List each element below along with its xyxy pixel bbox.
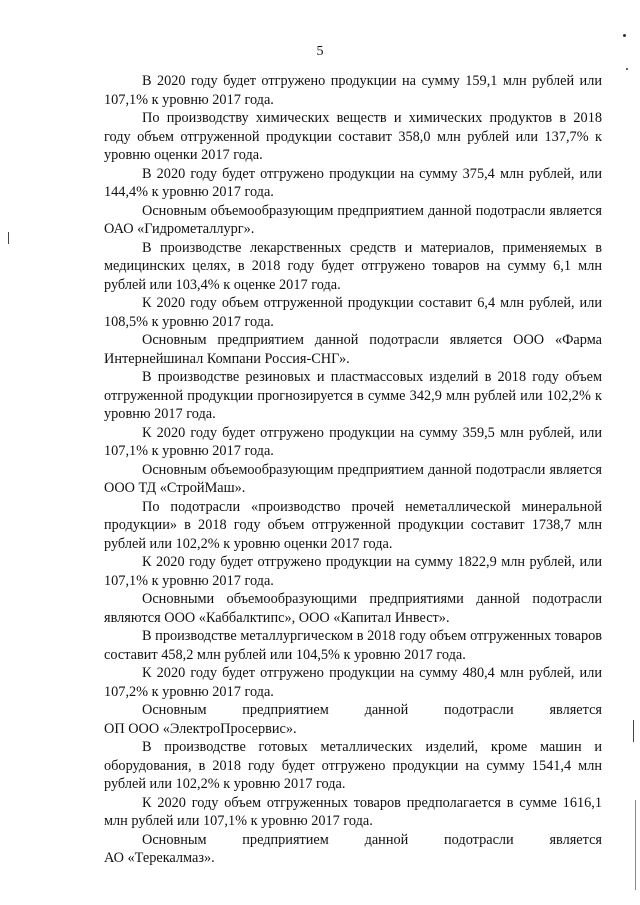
paragraph: По производству химических веществ и химических продуктов в 2018 году объем отгруженной продукции составит 358,0 млн рублей или 137,7% к уровню оценки 2017 года. bbox=[104, 110, 602, 163]
paragraph: К 2020 году будет отгружено продукции на сумму 359,5 млн рублей, или 107,1% к уровню 2017 года. bbox=[104, 424, 602, 459]
paragraph: Основным объемообразующим предприятием данной подотрасли является ООО ТД «СтройМаш». bbox=[104, 461, 602, 496]
scan-mark bbox=[623, 34, 626, 37]
paragraph: В 2020 году будет отгружено продукции на сумму 375,4 млн рублей, или 144,4% к уровню 2017 года. bbox=[104, 165, 602, 200]
paragraph: В производстве резиновых и пластмассовых изделий в 2018 году объем отгруженной продукции прогнозируется в сумме 342,9 млн рублей или 102,2% к уровню 2017 года. bbox=[104, 369, 602, 422]
paragraph: В производстве готовых металлических изделий, кроме машин и оборудования, в 2018 году будет отгружено продукции на сумму 1541,4 млн рублей или 102,2% к уровню 2017 года. bbox=[104, 739, 602, 792]
paragraph: Основным предприятием данной подотрасли является bbox=[142, 831, 602, 848]
paragraph: По подотрасли «производство прочей неметаллической минеральной продукции» в 2018 году объем отгруженной продукции составит 1738,7 млн рублей или 102,2% к уровню оценки 2017 года. bbox=[104, 498, 602, 552]
paragraph: АО «Терекалмаз». bbox=[104, 850, 215, 866]
paragraph: К 2020 году будет отгружено продукции на сумму 1822,9 млн рублей, или 107,1% к уровню 2017 года. bbox=[104, 554, 602, 589]
scan-mark bbox=[635, 800, 636, 890]
paragraph: ОП ООО «ЭлектроПросервис». bbox=[104, 720, 297, 737]
paragraph: Основным объемообразующим предприятием данной подотрасли является ОАО «Гидрометаллург». bbox=[104, 202, 602, 237]
paragraph: К 2020 году будет отгружено продукции на сумму 480,4 млн рублей, или 107,2% к уровню 2017 года. bbox=[104, 665, 602, 700]
document-body bbox=[104, 72, 602, 868]
paragraph: Основными объемообразующими предприятиями данной подотрасли являются ООО «Каббалктипс», ООО «Капитал Инвест». bbox=[104, 591, 602, 626]
paragraph: К 2020 году объем отгруженной продукции составит 6,4 млн рублей, или 108,5% к уровню 2017 года. bbox=[104, 295, 602, 330]
page-number: 5 bbox=[316, 44, 324, 59]
paragraph: Основным предприятием данной подотрасли является ООО «Фарма Интернейшинал Компани Россия-СНГ». bbox=[104, 332, 602, 367]
paragraph: В 2020 году будет отгружено продукции на сумму 159,1 млн рублей или 107,1% к уровню 2017 года. bbox=[104, 73, 602, 108]
scan-mark bbox=[8, 232, 9, 244]
paragraph: К 2020 году объем отгруженных товаров предполагается в сумме 1616,1 млн рублей или 107,1% к уровню 2017 года. bbox=[104, 794, 602, 829]
paragraph: В производстве металлургическом в 2018 году объем отгруженных товаров составит 458,2 млн рублей или 104,5% к уровню 2017 года. bbox=[104, 628, 602, 663]
scan-mark bbox=[633, 720, 634, 742]
paragraph: Основным предприятием данной подотрасли является bbox=[142, 702, 602, 718]
scan-mark bbox=[626, 68, 628, 70]
paragraph: В производстве лекарственных средств и материалов, применяемых в медицинских целях, в 2018 году будет отгружено товаров на сумму 6,1 млн рублей или 103,4% к оценке 2017 года. bbox=[104, 239, 602, 293]
